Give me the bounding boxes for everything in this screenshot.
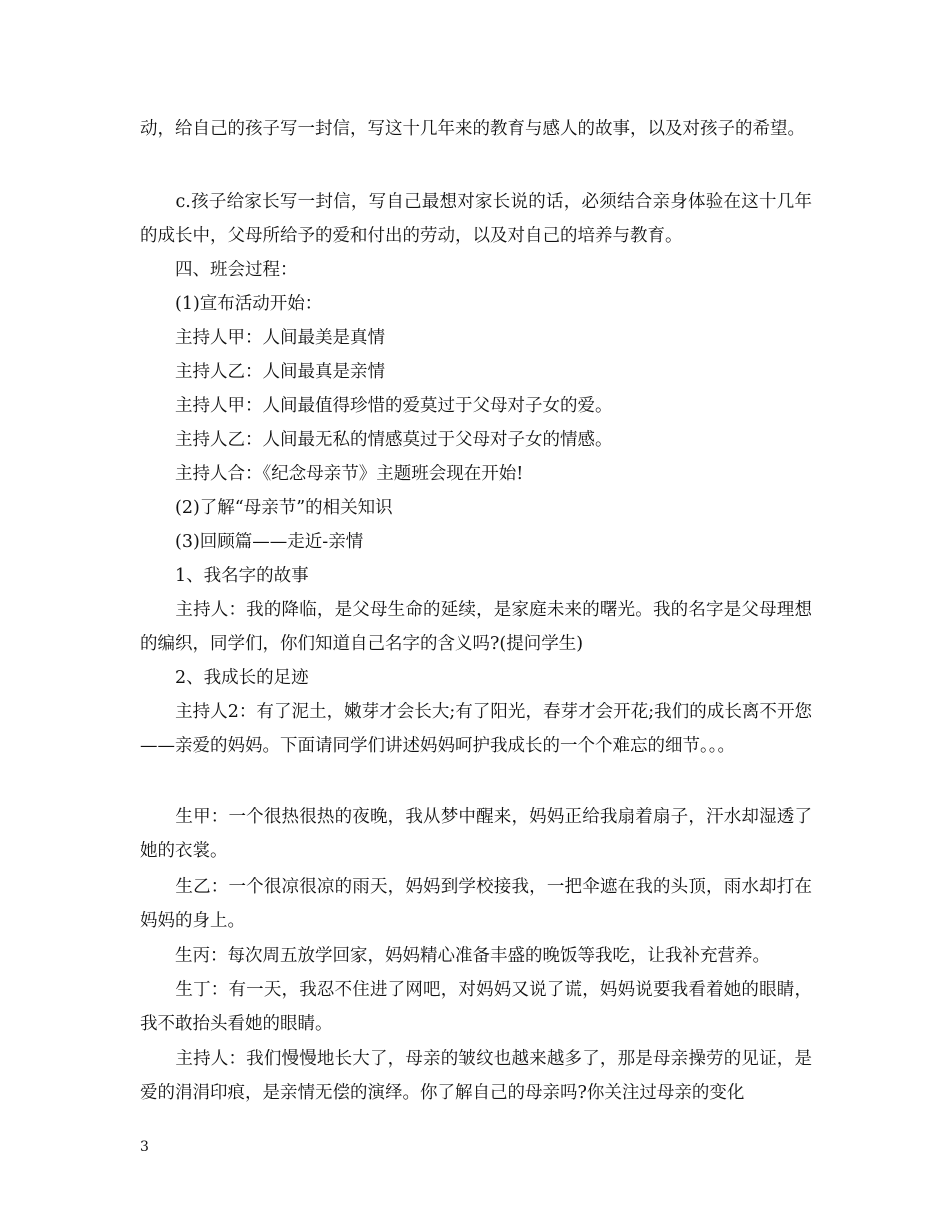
step-mothers-day-knowledge: (2)了解“母亲节”的相关知识 xyxy=(140,498,393,518)
student-a-story: 生甲：一个很热很热的夜晚，我从梦中醒来，妈妈正给我扇着扇子，汗水却湿透了她的衣裳。 xyxy=(140,807,812,861)
host-line-together: 主持人合：《纪念母亲节》主题班会现在开始! xyxy=(140,464,524,484)
host-name-question: 主持人：我的降临，是父母生命的延续，是家庭未来的曙光。我的名字是父母理想的编织，同学们，你们知道自己名字的含义吗?(提问学生) xyxy=(140,600,812,654)
item-growth-footprints: 2、我成长的足迹 xyxy=(140,668,309,688)
host-line-1: 主持人甲：人间最美是真情 xyxy=(140,328,385,348)
paragraph-child-letter: c.孩子给家长写一封信，写自己最想对家长说的话，必须结合亲身体验在这十几年的成长中，父母所给予的爱和付出的劳动，以及对自己的培养与教育。 xyxy=(140,192,812,246)
step-review: (3)回顾篇——走近-亲情 xyxy=(140,532,364,552)
host-line-3: 主持人甲：人间最值得珍惜的爱莫过于父母对子女的爱。 xyxy=(140,396,613,416)
item-name-story: 1、我名字的故事 xyxy=(140,566,309,586)
host-mother-reflection: 主持人：我们慢慢地长大了，母亲的皱纹也越来越多了，那是母亲操劳的见证，是爱的涓涓印痕，是亲情无偿的演绎。你了解自己的母亲吗?你关注过母亲的变化 xyxy=(140,1049,812,1103)
host-line-4: 主持人乙：人间最无私的情感莫过于父母对子女的情感。 xyxy=(140,430,613,450)
section-heading-process: 四、班会过程： xyxy=(140,260,298,280)
step-announce-start: (1)宣布活动开始： xyxy=(140,294,323,314)
student-b-story: 生乙：一个很凉很凉的雨天，妈妈到学校接我，一把伞遮在我的头顶，雨水却打在妈妈的身上。 xyxy=(140,877,812,931)
host-line-2: 主持人乙：人间最真是亲情 xyxy=(140,362,385,382)
student-c-story: 生丙：每次周五放学回家，妈妈精心准备丰盛的晚饭等我吃，让我补充营养。 xyxy=(140,946,770,966)
paragraph-letter-to-child-end: 动，给自己的孩子写一封信，写这十几年来的教育与感人的故事，以及对孩子的希望。 xyxy=(140,119,805,139)
page-number: 3 xyxy=(140,1139,149,1155)
host2-growth-intro: 主持人2：有了泥土，嫩芽才会长大;有了阳光，春芽才会开花;我们的成长离不开您——亲爱的妈妈。下面请同学们讲述妈妈呵护我成长的一个个难忘的细节。。。 xyxy=(140,702,812,756)
student-d-story: 生丁：有一天，我忍不住进了网吧，对妈妈又说了谎，妈妈说要我看着她的眼睛，我不敢抬头看她的眼睛。 xyxy=(140,980,812,1034)
